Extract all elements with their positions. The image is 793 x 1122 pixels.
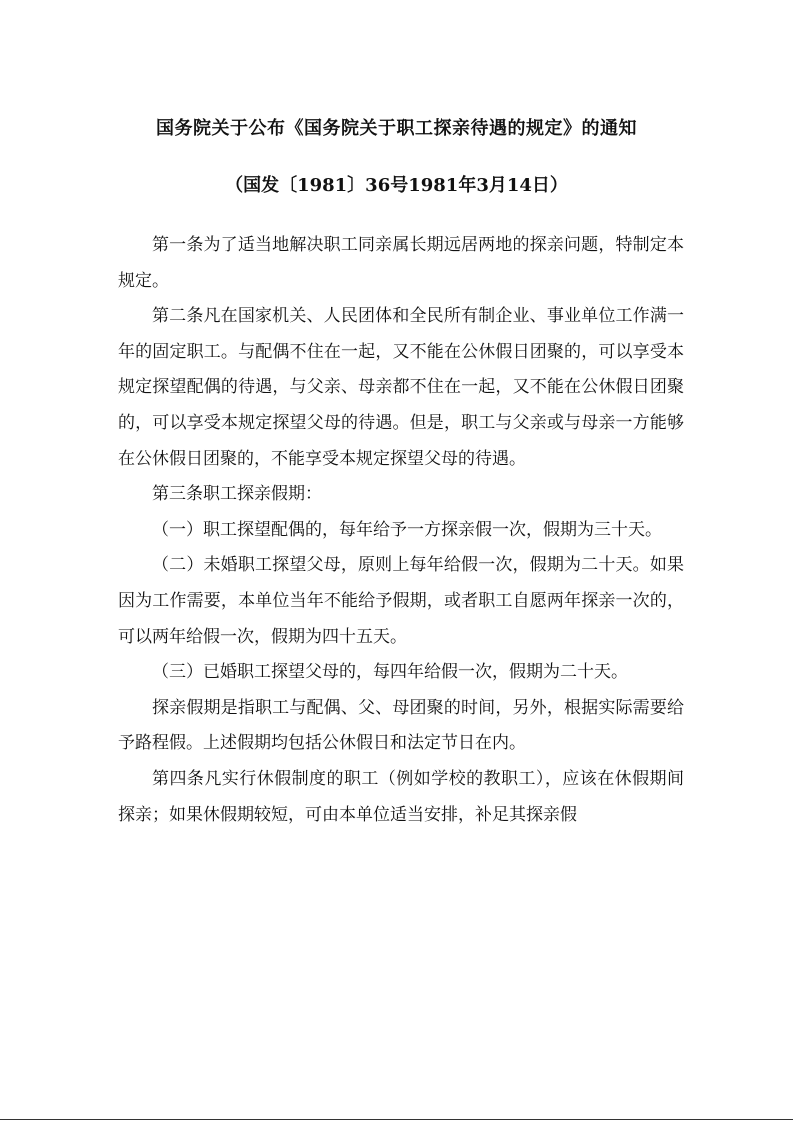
page-bottom-divider [0,1119,793,1120]
paragraph-article-2: 第二条凡在国家机关、人民团体和全民所有制企业、事业单位工作满一年的固定职工。与配偶不住在一起，又不能在公休假日团聚的，可以享受本规定探望配偶的待遇，与父亲、母亲都不住在一起，又不能在公休假日团聚的，可以享受本规定探望父母的待遇。但是，职工与父亲或与母亲一方能够在公休假日团聚的，不能享受本规定探望父母的待遇。 [118,306,684,469]
paragraph-article-3-item-3: （三）已婚职工探望父母的，每四年给假一次，假期为二十天。 [152,662,628,683]
paragraph-article-4: 第四条凡实行休假制度的职工（例如学校的教职工），应该在休假期间探亲；如果休假期较短，可由本单位适当安排，补足其探亲假 [118,768,684,825]
paragraph-article-3-item-1: （一）职工探望配偶的，每年给予一方探亲假一次，假期为三十天。 [152,519,662,540]
paragraph-article-3: 第三条职工探亲假期： [152,484,322,505]
paragraph-article-1: 第一条为了适当地解决职工同亲属长期远居两地的探亲问题，特制定本规定。 [118,235,684,291]
document-title: 国务院关于公布《国务院关于职工探亲待遇的规定》的通知 [156,118,637,139]
document-subtitle: （国发〔1981〕36号1981年3月14日） [225,175,568,196]
paragraph-leave-definition: 探亲假期是指职工与配偶、父、母团聚的时间，另外，根据实际需要给予路程假。上述假期均包括公休假日和法定节日在内。 [118,697,684,754]
document-body [118,228,684,833]
paragraph-article-3-item-2: （二）未婚职工探望父母，原则上每年给假一次，假期为二十天。如果因为工作需要，本单位当年不能给予假期，或者职工自愿两年探亲一次的，可以两年给假一次，假期为四十五天。 [118,555,684,647]
